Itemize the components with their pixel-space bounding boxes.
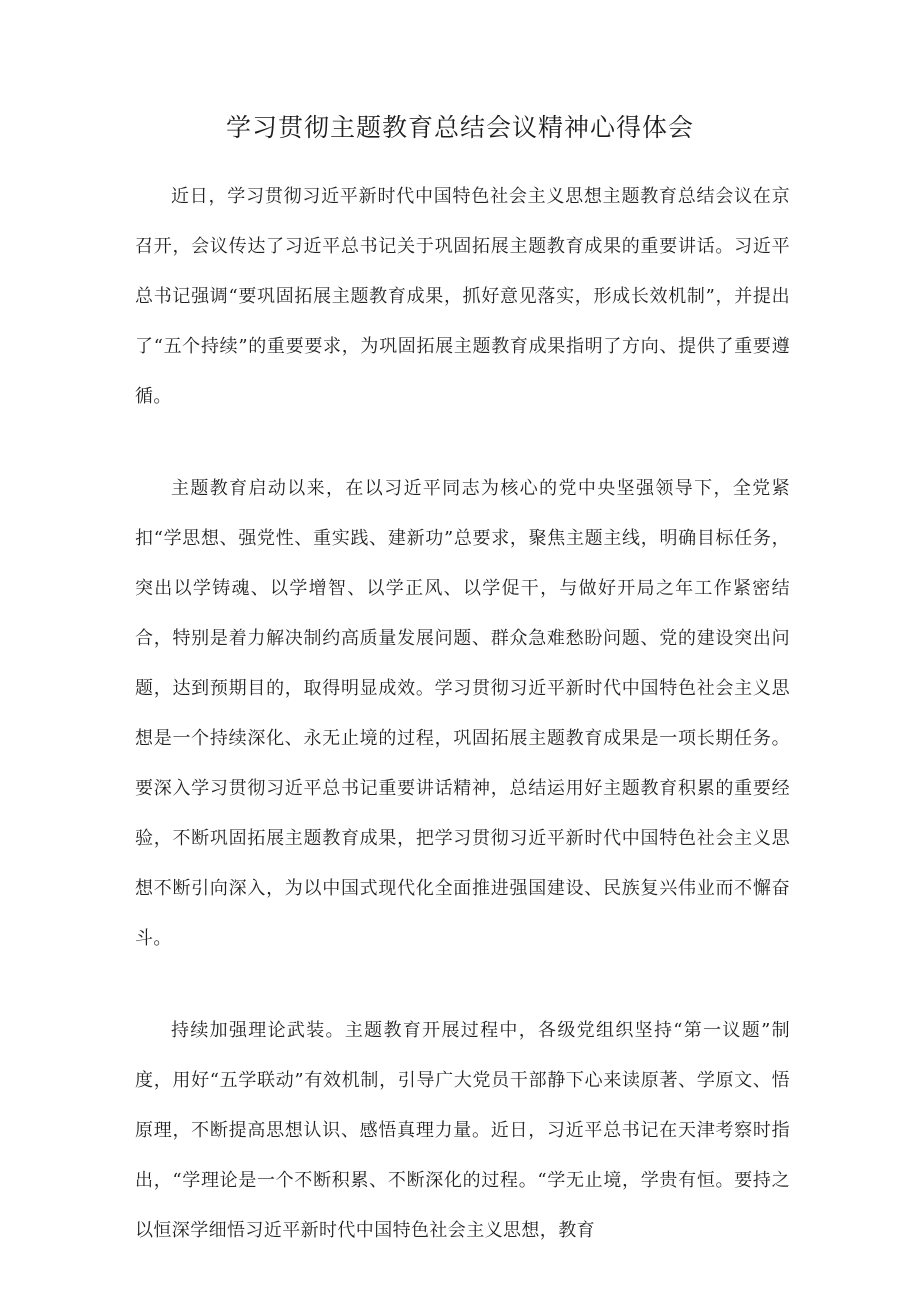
paragraph-3: 持续加强理论武装。主题教育开展过程中，各级党组织坚持“第一议题”制度，用好“五学联动”有效机制，引导广大党员干部静下心来读原著、学原文、悟原理，不断提高思想认识、感悟真理力量。近日，习近平总书记在天津考察时指出，“学理论是一个不断积累、不断深化的过程。“学无止境，学贵有恒。要持之以恒深学细悟习近平新时代中国特色社会主义思想，教育 <box>135 1020 790 1241</box>
document-body <box>135 172 790 1298</box>
paragraph-2: 主题教育启动以来，在以习近平同志为核心的党中央坚强领导下，全党紧扣“学思想、强党性、重实践、建新功”总要求，聚焦主题主线，明确目标任务，突出以学铸魂、以学增智、以学正风、以学促干，与做好开局之年工作紧密结合，特别是着力解决制约高质量发展问题、群众急难愁盼问题、党的建设突出问题，达到预期目的，取得明显成效。学习贯彻习近平新时代中国特色社会主义思想是一个持续深化、永无止境的过程，巩固拓展主题教育成果是一项长期任务。要深入学习贯彻习近平总书记重要讲话精神，总结运用好主题教育积累的重要经验，不断巩固拓展主题教育成果，把学习贯彻习近平新时代中国特色社会主义思想不断引向深入，为以中国式现代化全面推进强国建设、民族复兴伟业而不懈奋斗。 <box>135 478 790 949</box>
paragraph-1: 近日，学习贯彻习近平新时代中国特色社会主义思想主题教育总结会议在京召开，会议传达了习近平总书记关于巩固拓展主题教育成果的重要讲话。习近平总书记强调“要巩固拓展主题教育成果，抓好意见落实，形成长效机制”，并提出了“五个持续”的重要要求，为巩固拓展主题教育成果指明了方向、提供了重要遵循。 <box>135 186 790 407</box>
document-title: 学习贯彻主题教育总结会议精神心得体会 <box>225 113 694 142</box>
